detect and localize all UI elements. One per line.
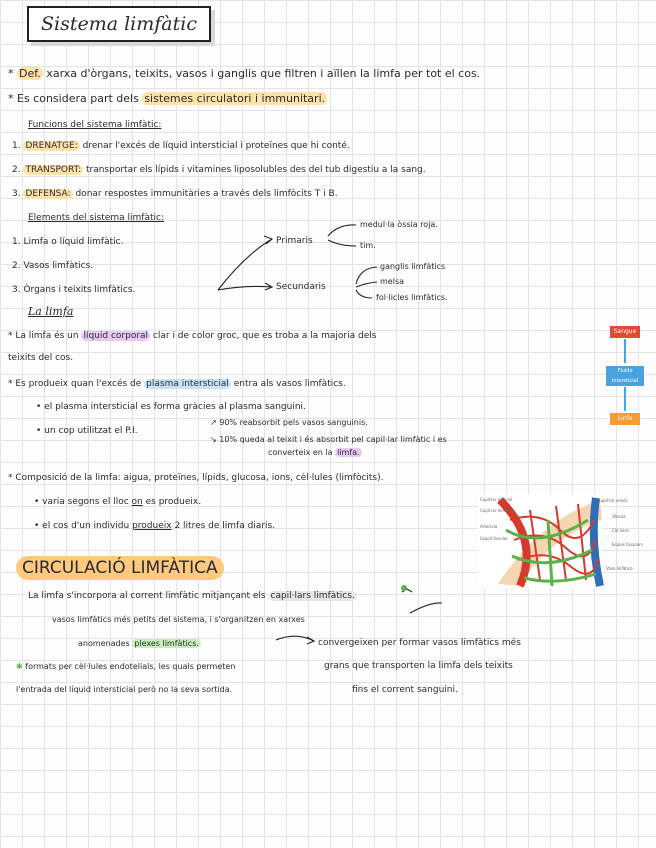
circulacio-line-5: l'entrada del líquid intersticial però no la seva sortida.: [16, 685, 233, 694]
secundaris-label: Secundaris: [276, 282, 326, 292]
function-text: donar respostes immunitàries a través dels limfòcits T i B.: [75, 189, 338, 199]
fig-label-1: Capil·lar arterial: [480, 497, 513, 502]
primaris-child-2: tim.: [360, 241, 376, 250]
secundaris-child-2: melsa: [380, 277, 405, 286]
star-icon: ✱: [16, 662, 26, 671]
definition-line: * Def. xarxa d'òrgans, teixits, vasos i ganglis que filtren i aïllen la limfa per tot el cos.: [8, 67, 481, 80]
function-text: drenar l'excés de líquid intersticial i proteïnes que hi conté.: [82, 141, 350, 151]
limfa-p1-highlight: líquid corporal: [83, 331, 149, 341]
primaris-label: Primaris: [276, 236, 313, 246]
fig-label-6: Vénula: [612, 514, 626, 519]
circulacio-line-5b: fins el corrent sanguini.: [352, 685, 458, 695]
limfa-opt1-text: 90% reabsorbit pels vasos sanguinis.: [219, 418, 368, 427]
function-num: 1.: [12, 141, 21, 151]
limfa-p2-text: Es produeix quan l'excés de: [15, 379, 142, 389]
flow-bottom-label: Linfa: [617, 415, 633, 422]
element-item-2: 2. Vasos limfàtics.: [12, 261, 94, 271]
function-label: DRENATGE:: [25, 141, 78, 151]
limfa-para-1: * La limfa és un líquid corporal clar i de color groc, que es troba a la majoria dels: [8, 331, 377, 341]
circulacio-line-2: vasos limfàtics més petits del sistema, i s'organitzen en xarxes: [52, 615, 305, 624]
primaris-child-1: medul·la òssia roja.: [360, 220, 438, 229]
limfa-opt2-text: 10% queda al teixit i és absorbit pel capil·lar limfàtic i es: [219, 435, 447, 444]
limfa-p1-rest: clar i de color groc, que es troba a la majoria dels: [152, 331, 377, 341]
composition-text: Composició de la limfa: aigua, proteïnes, lípids, glucosa, ions, cèl·lules (limfòcits).: [15, 473, 384, 483]
flow-mid-label: Fluido intersticial: [611, 368, 639, 384]
page-title-text: Sistema limfàtic: [41, 13, 197, 35]
limfa-para-1b: teixits del cos.: [8, 353, 74, 363]
arrow-plexes: [276, 636, 314, 641]
star-dot: [401, 585, 407, 591]
composition-bullet-2: • el cos d'un individu produeix 2 litres de limfa diaris.: [34, 521, 276, 531]
composition-line: * Composició de la limfa: aigua, proteïnes, lípids, glucosa, ions, cèl·lules (limfòcits).: [8, 473, 384, 483]
limfa-para-2: * Es produeix quan l'excés de plasma intersticial entra als vasos limfàtics.: [8, 379, 346, 389]
limfa-b1-text: el plasma intersticial es forma gràcies al plasma sanguini.: [44, 402, 306, 412]
comp-b1-underline: on: [131, 497, 143, 507]
limfa-p2-highlight: plasma intersticial: [146, 379, 229, 389]
limfa-opt2b-text: converteix en la: [268, 448, 333, 457]
circulacio-line-4b: grans que transporten la limfa dels teixits: [324, 661, 513, 671]
limfa-option-1: ↗ 90% reabsorbit pels vasos sanguinis.: [210, 418, 368, 427]
def-text: xarxa d'òrgans, teixits, vasos i ganglis que filtren i aïllen la limfa per tot el cos.: [46, 67, 481, 80]
secundaris-child-1: ganglis limfàtics: [380, 262, 446, 271]
function-label: DEFENSA:: [25, 189, 71, 199]
comp-b2-underline: produeix: [132, 521, 172, 531]
def-line-2: * Es considera part dels sistemes circulatori i immunitari.: [8, 92, 326, 105]
arrowhead-plexes: [307, 637, 314, 644]
function-text: transportar els lípids i vitamines liposolubles des del tub digestiu a la sang.: [85, 165, 426, 175]
limfa-bullet-2: • un cop utilitzat el P.I.: [36, 426, 138, 436]
comp-b2-text: el cos d'un individu: [42, 521, 130, 531]
functions-heading: Funcions del sistema limfàtic:: [28, 120, 162, 130]
comp-b2-rest: 2 litres de limfa diaris.: [174, 521, 276, 531]
element-item-3: 3. Òrgans i teixits limfàtics.: [12, 285, 136, 295]
circ-p1-highlight: capil·lars limfàtics.: [270, 591, 355, 601]
fig-label-9: Vaso linfàtico: [606, 566, 633, 571]
comp-b1-rest: es produeix.: [145, 497, 202, 507]
composition-bullet-1: • varia segons el lloc on es produeix.: [34, 497, 202, 507]
limfa-p2-rest: entra als vasos limfàtics.: [233, 379, 346, 389]
circulacio-heading-text: CIRCULACIÓ LIMFÀTICA: [16, 556, 224, 580]
secundaris-child-3: fol·licles limfàtics.: [376, 293, 448, 302]
fig-label-8: Espais tissulars: [612, 542, 643, 547]
def-line2-text: Es considera part dels: [17, 92, 139, 105]
fig-label-7: Cèl·lules: [612, 528, 629, 533]
fig-label-3: Arteriola: [480, 524, 498, 529]
circ-p4-text: formats per cèl·lules endotelials, les quals permeten: [25, 662, 236, 671]
circulacio-line-3c: convergeixen per formar vasos limfàtics més: [318, 638, 521, 648]
fig-label-2: Capil·lar limfàtic: [480, 508, 513, 513]
function-label: TRANSPORT:: [25, 165, 82, 175]
circ-p3-highlight: plexes limfàtics.: [134, 639, 199, 648]
function-num: 3.: [12, 189, 21, 199]
limfa-heading: La limfa: [28, 305, 74, 318]
circ-p3-text: anomenades: [78, 639, 130, 648]
def-label: Def.: [19, 67, 41, 80]
comp-b1-text: varia segons el lloc: [42, 497, 129, 507]
arrow-xarxes: [410, 603, 442, 613]
fig-label-5: Capil·lar venós: [598, 498, 628, 503]
limfa-option-2: ↘ 10% queda al teixit i és absorbit pel capil·lar limfàtic i es: [210, 435, 447, 444]
def-line2-highlight: sistemes circulatori i immunitari.: [144, 92, 326, 105]
fig-label-4: Líquid tissular: [480, 536, 508, 541]
limfa-b2-text: un cop utilitzat el P.I.: [44, 426, 138, 436]
limfa-opt2b-highlight: limfa.: [337, 448, 360, 457]
element-item-1: 1. Limfa o líquid limfàtic.: [12, 237, 124, 247]
limfa-p1-text: La limfa és un: [15, 331, 79, 341]
elements-heading: Elements del sistema limfàtic:: [28, 213, 164, 223]
function-num: 2.: [12, 165, 21, 175]
flow-top-label: Sangue: [613, 328, 637, 335]
circ-p1-text: La limfa s'incorpora al corrent limfàtic mitjançant els: [28, 591, 266, 601]
limfa-bullet-1: • el plasma intersticial es forma gràcies al plasma sanguini.: [36, 402, 306, 412]
